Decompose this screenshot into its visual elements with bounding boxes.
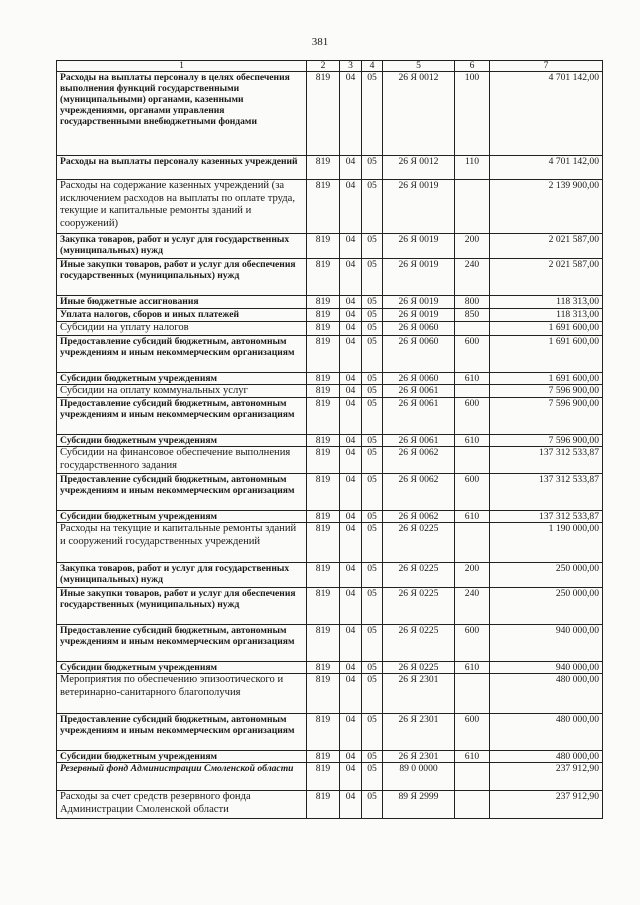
row-amount: 118 313,00: [490, 309, 603, 322]
row-expense-type: 600: [455, 714, 490, 751]
row-subsection: 05: [362, 447, 383, 474]
row-target-article: 26 Я 0062: [383, 447, 455, 474]
row-code: 819: [307, 234, 340, 259]
row-subsection: 05: [362, 398, 383, 435]
row-target-article: 26 Я 0225: [383, 563, 455, 588]
table-row: [57, 447, 603, 474]
row-name: Расходы на выплаты персоналу казенных учреждений: [57, 156, 307, 180]
row-code: 819: [307, 259, 340, 296]
row-expense-type: 100: [455, 72, 490, 156]
row-expense-type: 600: [455, 335, 490, 372]
row-name: Субсидии бюджетным учреждениям: [57, 435, 307, 447]
row-name: Предоставление субсидий бюджетным, автономным учреждениям и иным некоммерческим организациям: [57, 714, 307, 751]
row-name: Субсидии на финансовое обеспечение выполнения государственного задания: [57, 447, 307, 474]
budget-table: [56, 60, 603, 819]
table-row: [57, 234, 603, 259]
row-name: Субсидии на оплату коммунальных услуг: [57, 384, 307, 398]
row-amount: 137 312 533,87: [490, 511, 603, 523]
row-amount: 1 691 600,00: [490, 322, 603, 336]
row-section: 04: [340, 447, 362, 474]
row-expense-type: [455, 763, 490, 791]
row-expense-type: [455, 322, 490, 336]
row-expense-type: 610: [455, 372, 490, 384]
table-row: [57, 322, 603, 336]
row-amount: 940 000,00: [490, 662, 603, 674]
table-row: [57, 474, 603, 511]
row-expense-type: 600: [455, 625, 490, 662]
row-name: Иные закупки товаров, работ и услуг для обеспечения государственных (муниципальных) нужд: [57, 259, 307, 296]
row-code: 819: [307, 714, 340, 751]
row-subsection: 05: [362, 714, 383, 751]
row-subsection: 05: [362, 156, 383, 180]
row-code: 819: [307, 588, 340, 625]
row-section: 04: [340, 763, 362, 791]
row-name: Иные закупки товаров, работ и услуг для обеспечения государственных (муниципальных) нужд: [57, 588, 307, 625]
row-code: 819: [307, 751, 340, 763]
row-name: Субсидии на уплату налогов: [57, 322, 307, 336]
row-subsection: 05: [362, 662, 383, 674]
row-amount: 480 000,00: [490, 674, 603, 714]
row-name: Предоставление субсидий бюджетным, автономным учреждениям и иным некоммерческим организациям: [57, 335, 307, 372]
row-target-article: 26 Я 2301: [383, 751, 455, 763]
row-expense-type: [455, 674, 490, 714]
table-row: [57, 791, 603, 819]
row-code: 819: [307, 180, 340, 234]
column-header: 3: [340, 61, 362, 72]
row-section: 04: [340, 563, 362, 588]
row-subsection: 05: [362, 511, 383, 523]
row-subsection: 05: [362, 674, 383, 714]
row-target-article: 89 0 0000: [383, 763, 455, 791]
row-target-article: 26 Я 0012: [383, 156, 455, 180]
row-name: Закупка товаров, работ и услуг для государственных (муниципальных) нужд: [57, 563, 307, 588]
table-row: [57, 180, 603, 234]
row-section: 04: [340, 384, 362, 398]
table-row: [57, 511, 603, 523]
row-code: 819: [307, 511, 340, 523]
row-amount: 250 000,00: [490, 563, 603, 588]
row-amount: 480 000,00: [490, 751, 603, 763]
row-name: Расходы на текущие и капитальные ремонты зданий и сооружений государственных учреждений: [57, 523, 307, 563]
row-subsection: 05: [362, 372, 383, 384]
table-row: [57, 588, 603, 625]
row-expense-type: 110: [455, 156, 490, 180]
column-header: 4: [362, 61, 383, 72]
row-section: 04: [340, 72, 362, 156]
row-expense-type: 610: [455, 511, 490, 523]
table-row: [57, 625, 603, 662]
row-expense-type: 610: [455, 662, 490, 674]
row-section: 04: [340, 180, 362, 234]
row-expense-type: 600: [455, 474, 490, 511]
row-code: 819: [307, 435, 340, 447]
row-expense-type: [455, 180, 490, 234]
row-code: 819: [307, 372, 340, 384]
row-section: 04: [340, 588, 362, 625]
row-name: Субсидии бюджетным учреждениям: [57, 372, 307, 384]
table-row: [57, 296, 603, 309]
row-section: 04: [340, 309, 362, 322]
row-name: Мероприятия по обеспечению эпизоотического и ветеринарно-санитарного благополучия: [57, 674, 307, 714]
row-amount: 237 912,90: [490, 791, 603, 819]
row-amount: 2 139 900,00: [490, 180, 603, 234]
row-code: 819: [307, 335, 340, 372]
row-amount: 2 021 587,00: [490, 259, 603, 296]
row-section: 04: [340, 662, 362, 674]
row-target-article: 26 Я 0062: [383, 511, 455, 523]
row-code: 819: [307, 763, 340, 791]
row-target-article: 26 Я 0019: [383, 180, 455, 234]
row-target-article: 26 Я 0060: [383, 372, 455, 384]
row-target-article: 26 Я 0225: [383, 588, 455, 625]
row-target-article: 26 Я 0061: [383, 384, 455, 398]
row-section: 04: [340, 625, 362, 662]
row-target-article: 26 Я 0061: [383, 435, 455, 447]
row-subsection: 05: [362, 309, 383, 322]
row-name: Иные бюджетные ассигнования: [57, 296, 307, 309]
table-body: [57, 72, 603, 819]
row-section: 04: [340, 234, 362, 259]
row-expense-type: 200: [455, 234, 490, 259]
row-expense-type: 240: [455, 588, 490, 625]
table-row: [57, 435, 603, 447]
table-row: [57, 309, 603, 322]
row-amount: 940 000,00: [490, 625, 603, 662]
row-amount: 1 691 600,00: [490, 372, 603, 384]
row-target-article: 26 Я 0062: [383, 474, 455, 511]
row-amount: 137 312 533,87: [490, 447, 603, 474]
table-row: [57, 662, 603, 674]
row-name: Субсидии бюджетным учреждениям: [57, 662, 307, 674]
row-amount: 7 596 900,00: [490, 398, 603, 435]
row-code: 819: [307, 322, 340, 336]
row-section: 04: [340, 322, 362, 336]
column-header: 1: [57, 61, 307, 72]
row-section: 04: [340, 372, 362, 384]
table-row: [57, 523, 603, 563]
row-subsection: 05: [362, 563, 383, 588]
row-section: 04: [340, 296, 362, 309]
row-section: 04: [340, 435, 362, 447]
row-section: 04: [340, 474, 362, 511]
row-name: Расходы за счет средств резервного фонда Администрации Смоленской области: [57, 791, 307, 819]
row-amount: 118 313,00: [490, 296, 603, 309]
row-amount: 480 000,00: [490, 714, 603, 751]
row-code: 819: [307, 447, 340, 474]
row-name: Расходы на выплаты персоналу в целях обеспечения выполнения функций государственными (муниципальными) органами, казенными учреждениями, органами управления государственными внебюджетными фондами: [57, 72, 307, 156]
row-section: 04: [340, 335, 362, 372]
column-header: 5: [383, 61, 455, 72]
row-section: 04: [340, 156, 362, 180]
row-subsection: 05: [362, 335, 383, 372]
table-row: [57, 335, 603, 372]
row-target-article: 26 Я 0061: [383, 398, 455, 435]
row-section: 04: [340, 751, 362, 763]
row-amount: 1 190 000,00: [490, 523, 603, 563]
table-row: [57, 674, 603, 714]
row-amount: 1 691 600,00: [490, 335, 603, 372]
row-expense-type: 800: [455, 296, 490, 309]
row-section: 04: [340, 259, 362, 296]
row-target-article: 26 Я 0019: [383, 259, 455, 296]
table-row: [57, 259, 603, 296]
row-target-article: 26 Я 0225: [383, 625, 455, 662]
row-amount: 250 000,00: [490, 588, 603, 625]
row-name: Субсидии бюджетным учреждениям: [57, 751, 307, 763]
row-code: 819: [307, 563, 340, 588]
row-code: 819: [307, 296, 340, 309]
row-code: 819: [307, 398, 340, 435]
row-section: 04: [340, 791, 362, 819]
row-subsection: 05: [362, 259, 383, 296]
row-expense-type: [455, 523, 490, 563]
table-row: [57, 72, 603, 156]
row-target-article: 26 Я 0225: [383, 523, 455, 563]
row-expense-type: [455, 384, 490, 398]
row-section: 04: [340, 714, 362, 751]
row-code: 819: [307, 674, 340, 714]
column-header: 6: [455, 61, 490, 72]
table-row: [57, 398, 603, 435]
table-row: [57, 763, 603, 791]
row-target-article: 26 Я 2301: [383, 714, 455, 751]
table-row: [57, 563, 603, 588]
row-target-article: 26 Я 0019: [383, 296, 455, 309]
row-name: Уплата налогов, сборов и иных платежей: [57, 309, 307, 322]
row-subsection: 05: [362, 474, 383, 511]
row-subsection: 05: [362, 384, 383, 398]
row-amount: 2 021 587,00: [490, 234, 603, 259]
row-subsection: 05: [362, 322, 383, 336]
row-target-article: 26 Я 0060: [383, 335, 455, 372]
row-section: 04: [340, 674, 362, 714]
row-expense-type: [455, 791, 490, 819]
row-name: Предоставление субсидий бюджетным, автономным учреждениям и иным некоммерческим организациям: [57, 625, 307, 662]
row-expense-type: 200: [455, 563, 490, 588]
table-row: [57, 156, 603, 180]
row-subsection: 05: [362, 180, 383, 234]
row-name: Резервный фонд Администрации Смоленской области: [57, 763, 307, 791]
row-subsection: 05: [362, 791, 383, 819]
row-amount: 7 596 900,00: [490, 435, 603, 447]
row-target-article: 26 Я 0225: [383, 662, 455, 674]
row-expense-type: 240: [455, 259, 490, 296]
row-name: Закупка товаров, работ и услуг для государственных (муниципальных) нужд: [57, 234, 307, 259]
row-code: 819: [307, 309, 340, 322]
row-amount: 237 912,90: [490, 763, 603, 791]
column-header: 7: [490, 61, 603, 72]
table-row: [57, 372, 603, 384]
row-name: Расходы на содержание казенных учреждений (за исключением расходов на выплаты по оплате труда, текущие и капитальные ремонты зданий и сооружений): [57, 180, 307, 234]
table-row: [57, 384, 603, 398]
row-expense-type: 850: [455, 309, 490, 322]
row-amount: 7 596 900,00: [490, 384, 603, 398]
row-expense-type: 600: [455, 398, 490, 435]
table-row: [57, 714, 603, 751]
row-code: 819: [307, 384, 340, 398]
row-target-article: 26 Я 0060: [383, 322, 455, 336]
row-expense-type: 610: [455, 751, 490, 763]
row-target-article: 26 Я 0019: [383, 234, 455, 259]
row-code: 819: [307, 662, 340, 674]
row-expense-type: 610: [455, 435, 490, 447]
table-header: [57, 61, 603, 72]
row-amount: 137 312 533,87: [490, 474, 603, 511]
row-expense-type: [455, 447, 490, 474]
row-section: 04: [340, 511, 362, 523]
row-section: 04: [340, 398, 362, 435]
row-subsection: 05: [362, 625, 383, 662]
row-code: 819: [307, 474, 340, 511]
row-code: 819: [307, 625, 340, 662]
row-subsection: 05: [362, 435, 383, 447]
row-target-article: 89 Я 2999: [383, 791, 455, 819]
row-code: 819: [307, 791, 340, 819]
row-code: 819: [307, 156, 340, 180]
row-subsection: 05: [362, 234, 383, 259]
row-amount: 4 701 142,00: [490, 156, 603, 180]
row-target-article: 26 Я 0012: [383, 72, 455, 156]
page-number: 381: [311, 36, 329, 48]
row-code: 819: [307, 523, 340, 563]
row-subsection: 05: [362, 588, 383, 625]
row-code: 819: [307, 72, 340, 156]
row-target-article: 26 Я 0019: [383, 309, 455, 322]
row-subsection: 05: [362, 296, 383, 309]
row-subsection: 05: [362, 72, 383, 156]
table-row: [57, 751, 603, 763]
row-target-article: 26 Я 2301: [383, 674, 455, 714]
row-subsection: 05: [362, 763, 383, 791]
row-section: 04: [340, 523, 362, 563]
row-name: Предоставление субсидий бюджетным, автономным учреждениям и иным некоммерческим организациям: [57, 398, 307, 435]
row-name: Предоставление субсидий бюджетным, автономным учреждениям и иным некоммерческим организациям: [57, 474, 307, 511]
row-amount: 4 701 142,00: [490, 72, 603, 156]
row-subsection: 05: [362, 523, 383, 563]
row-name: Субсидии бюджетным учреждениям: [57, 511, 307, 523]
column-header: 2: [307, 61, 340, 72]
row-subsection: 05: [362, 751, 383, 763]
